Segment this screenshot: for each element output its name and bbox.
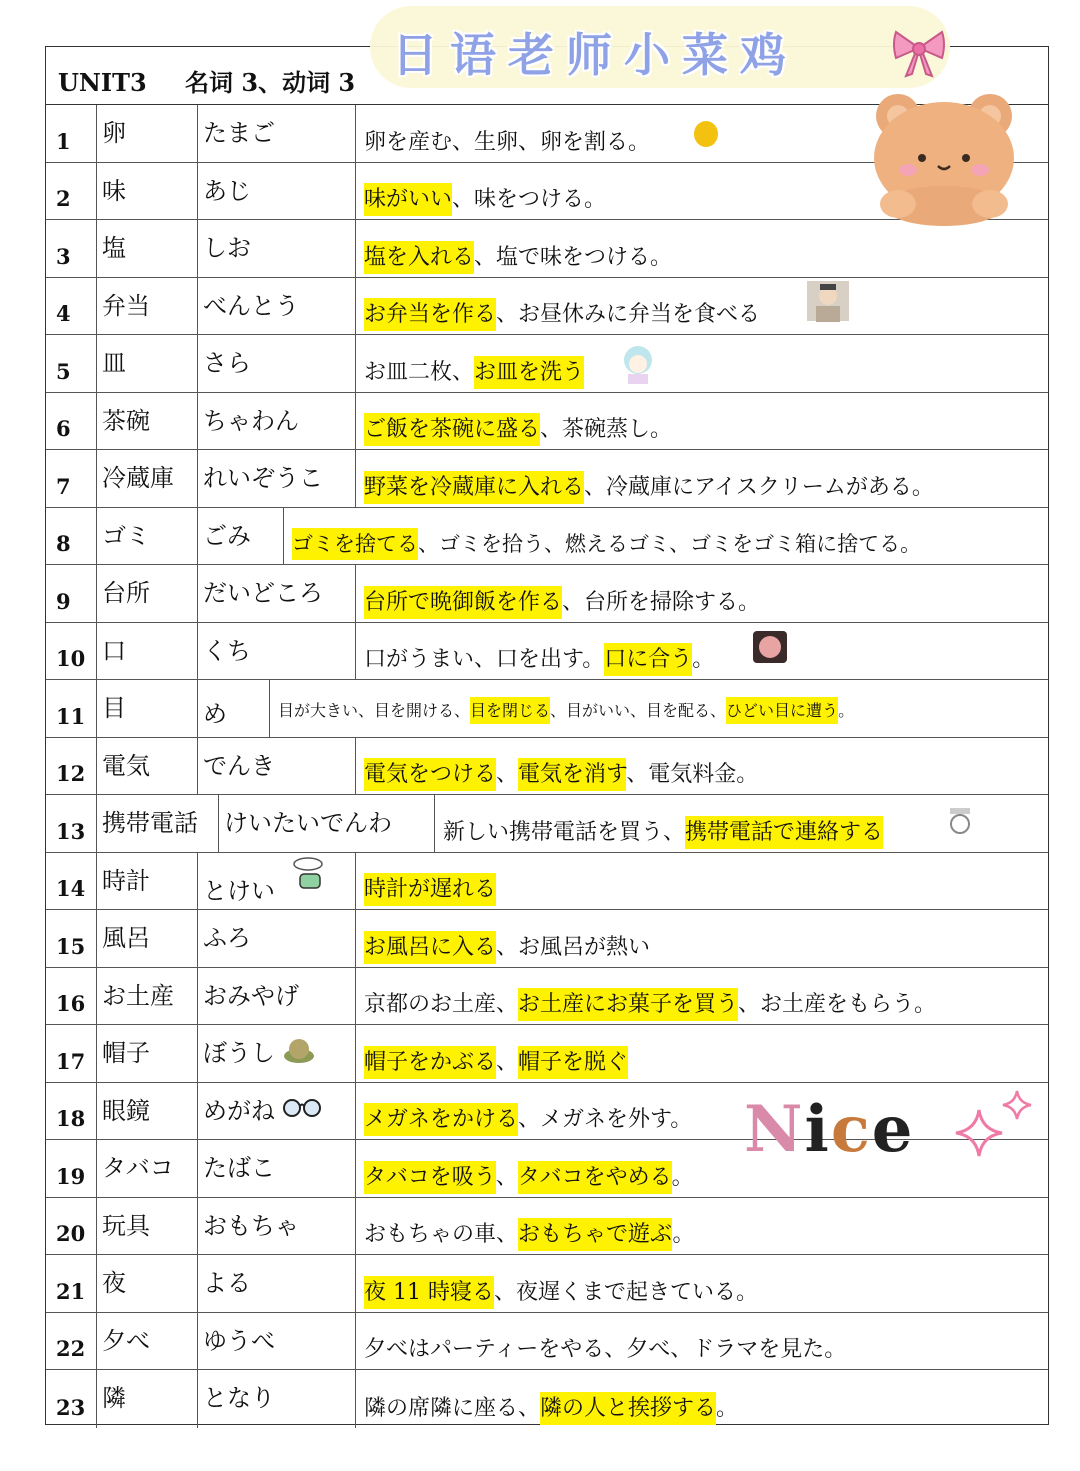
word-reading: けいたいでんわ (224, 809, 392, 837)
row-number: 23 (56, 1394, 86, 1420)
table-row (46, 1370, 1048, 1428)
word-kanji: 塩 (102, 234, 126, 262)
example-sentences (364, 412, 672, 443)
highlighted-phrase: タバコをやめる (518, 1161, 672, 1194)
word-reading: ぼうし (203, 1039, 275, 1067)
table-row (46, 450, 1048, 508)
row-number: 22 (56, 1336, 86, 1361)
table-row (46, 738, 1048, 796)
example-text: 、お風呂が熱い (496, 934, 651, 960)
chibi-sticker (610, 340, 656, 386)
example-text: 、塩で味をつける。 (474, 244, 673, 270)
word-kanji: 帽子 (102, 1039, 150, 1067)
highlighted-phrase: 隣の人と挨拶する (540, 1392, 716, 1425)
nice-sticker (744, 1088, 1044, 1178)
example-sentences (364, 930, 650, 961)
table-row (46, 1198, 1048, 1256)
example-text: おもちゃの車、 (364, 1222, 519, 1247)
word-kanji: 口 (102, 636, 126, 665)
highlighted-phrase: お風呂に入る (364, 931, 496, 964)
example-text: 、茶碗蒸し。 (540, 417, 673, 442)
example-sentences (364, 125, 650, 156)
word-reading: でんき (203, 751, 275, 780)
example-text: 、夜遅くまで起きている。 (493, 1279, 758, 1305)
word-kanji: 茶碗 (102, 406, 150, 435)
highlighted-phrase: 口に合う (604, 643, 692, 676)
row-number: 5 (56, 358, 71, 384)
highlighted-phrase: 野菜を冷蔵庫に入れる (364, 471, 584, 504)
highlighted-phrase: お土産にお菓子を買う (518, 988, 738, 1021)
row-number: 4 (56, 301, 71, 326)
unit-title: 名词 3、动词 3 (185, 68, 356, 97)
word-reading: くち (203, 636, 251, 665)
table-row (46, 1255, 1048, 1313)
word-kanji: 時計 (102, 866, 150, 895)
row-number: 16 (56, 991, 86, 1016)
example-text: 。 (672, 1222, 695, 1247)
word-reading: ふろ (203, 924, 251, 952)
example-text: 、冷蔵庫にアイスクリームがある。 (584, 474, 934, 500)
word-reading: よる (203, 1269, 251, 1297)
sparkle-icon (1002, 1090, 1032, 1120)
example-sentences (364, 355, 584, 386)
word-kanji: 玩具 (102, 1211, 150, 1240)
row-number: 15 (56, 933, 86, 959)
word-kanji: タバコ (102, 1154, 174, 1182)
highlighted-phrase: 目を閉じる (470, 697, 550, 724)
example-text: 。 (692, 647, 715, 672)
word-reading: れいぞうこ (203, 464, 323, 492)
word-kanji: 夕べ (102, 1326, 150, 1355)
word-kanji: 弁当 (102, 291, 150, 320)
word-reading: おもちゃ (203, 1211, 299, 1240)
example-text: 。 (838, 700, 855, 720)
highlighted-phrase: メガネをかける (364, 1103, 518, 1136)
word-reading: ごみ (203, 521, 251, 550)
table-row (46, 968, 1048, 1026)
highlighted-phrase: 帽子を脱ぐ (518, 1046, 628, 1079)
example-text: 隣の席隣に座る、 (364, 1395, 541, 1421)
row-number: 12 (56, 761, 86, 786)
example-text: 、メガネを外す。 (518, 1107, 693, 1132)
example-sentences (364, 240, 672, 271)
word-reading: ゆうべ (203, 1326, 275, 1355)
table-row (46, 1025, 1048, 1083)
example-text: 、 (495, 1164, 518, 1190)
highlighted-phrase: お皿を洗う (474, 356, 584, 389)
word-reading: ちゃわん (203, 406, 299, 435)
example-text: 京都のお土産、 (364, 992, 519, 1017)
row-number: 18 (56, 1106, 86, 1131)
example-text: 夕べはパーティーをやる、夕べ、ドラマを見た。 (364, 1337, 847, 1362)
row-number: 14 (56, 876, 86, 901)
word-kanji: 夜 (102, 1269, 126, 1297)
word-kanji: 味 (102, 176, 126, 205)
example-text: 口がうまい、口を出す。 (364, 647, 605, 672)
example-text: 目が大きい、目を開ける、 (278, 700, 471, 720)
teddy-bear-sticker (858, 86, 1030, 226)
word-reading: たまご (203, 119, 275, 147)
row-number: 13 (56, 818, 86, 844)
table-row (46, 278, 1048, 336)
row-number: 6 (56, 416, 71, 441)
word-reading: さら (203, 349, 251, 377)
table-row (46, 623, 1048, 681)
portrait-sticker (806, 280, 850, 322)
example-sentences (364, 872, 496, 903)
example-text: 、台所を掃除する。 (562, 589, 761, 615)
word-reading: たばこ (203, 1154, 275, 1182)
example-text: 、お昼休みに弁当を食べる (496, 302, 761, 327)
example-sentences (364, 182, 606, 213)
example-text: 、 (496, 762, 519, 787)
example-sentences (364, 585, 760, 616)
example-text: 、目がいい、目を配る、 (550, 700, 727, 720)
example-text: 、味をつける。 (452, 187, 607, 212)
example-text: 、 (496, 1049, 519, 1075)
row-number: 1 (56, 128, 71, 154)
example-text: お皿二枚、 (364, 359, 475, 385)
row-number: 20 (56, 1221, 86, 1246)
example-sentences (278, 698, 854, 721)
word-kanji: ゴミ (102, 521, 150, 550)
row-number: 3 (56, 243, 71, 269)
highlighted-phrase: お弁当を作る (364, 298, 496, 331)
example-sentences (364, 1045, 628, 1076)
glasses-icon (282, 1094, 322, 1118)
example-text: 卵を産む、生卵、卵を割る。 (364, 129, 651, 155)
word-kanji: 台所 (102, 579, 150, 607)
pink-bow-icon (890, 24, 948, 80)
example-sentences (364, 1102, 692, 1133)
example-text: 、電気料金。 (626, 762, 759, 787)
table-row (46, 680, 1048, 738)
word-kanji: 皿 (102, 349, 126, 377)
example-text: 。 (716, 1395, 739, 1421)
table-row (46, 795, 1048, 853)
row-number: 2 (56, 186, 71, 211)
row-number: 19 (56, 1163, 86, 1189)
word-reading: めがね (203, 1096, 275, 1125)
highlighted-phrase: ご飯を茶碗に盛る (364, 413, 540, 446)
egg-icon (692, 120, 720, 148)
word-reading: しお (203, 234, 251, 262)
table-row (46, 910, 1048, 968)
example-text: 、ゴミを拾う、燃えるゴミ、ゴミをゴミ箱に捨てる。 (418, 532, 922, 556)
hat-icon (282, 1034, 316, 1068)
table-row (46, 220, 1048, 278)
table-row (46, 508, 1048, 566)
banner-title: 日语老师小菜鸡 (392, 28, 798, 82)
row-number: 8 (56, 531, 71, 556)
row-number: 21 (56, 1278, 86, 1304)
example-sentences (443, 815, 883, 846)
highlighted-phrase: 時計が遅れる (364, 873, 496, 906)
example-sentences (364, 1160, 694, 1191)
row-number: 17 (56, 1048, 86, 1074)
table-row (46, 393, 1048, 451)
example-text: 、お土産をもらう。 (738, 992, 937, 1017)
example-sentences (364, 757, 758, 788)
word-kanji: 目 (102, 694, 126, 722)
word-kanji: 眼鏡 (102, 1096, 150, 1125)
nice-text: Nice (744, 1092, 915, 1167)
table-row (46, 565, 1048, 623)
word-reading: だいどころ (203, 579, 323, 607)
highlighted-phrase: ひどい目に遭う (726, 697, 838, 724)
example-sentences (364, 642, 714, 673)
example-sentences (364, 1275, 758, 1306)
highlighted-phrase: 塩を入れる (364, 241, 474, 274)
word-reading: となり (203, 1384, 275, 1412)
example-sentences (364, 1217, 694, 1248)
word-reading: とけい (203, 876, 275, 905)
word-kanji: 冷蔵庫 (102, 464, 174, 492)
highlighted-phrase: 携帯電話で連絡する (685, 816, 883, 849)
highlighted-phrase: おもちゃで遊ぶ (518, 1218, 672, 1251)
small-sticker (944, 806, 976, 836)
photo-sticker (752, 630, 788, 664)
example-sentences (364, 987, 936, 1018)
highlighted-phrase: 夜 11 時寝る (364, 1276, 494, 1309)
table-row (46, 335, 1048, 393)
row-number: 10 (56, 646, 86, 671)
highlighted-phrase: 電気をつける (364, 758, 496, 791)
word-kanji: 卵 (102, 119, 126, 147)
watch-sticker (286, 856, 332, 896)
sparkle-icon (954, 1108, 1004, 1158)
row-number: 11 (56, 703, 86, 729)
example-sentences (364, 1391, 738, 1422)
table-row (46, 1313, 1048, 1371)
word-kanji: お土産 (102, 981, 174, 1010)
unit-label: UNIT3 (58, 68, 147, 97)
word-reading: あじ (203, 176, 251, 205)
highlighted-phrase: ゴミを捨てる (292, 528, 418, 560)
word-kanji: 隣 (102, 1384, 126, 1412)
highlighted-phrase: タバコを吸う (364, 1161, 496, 1194)
highlighted-phrase: 台所で晩御飯を作る (364, 586, 562, 619)
word-kanji: 電気 (102, 751, 150, 780)
vocab-table (45, 46, 1049, 1425)
example-text: 新しい携帯電話を買う、 (443, 819, 686, 845)
highlighted-phrase: 味がいい (364, 183, 452, 216)
example-sentences (292, 528, 921, 558)
row-number: 9 (56, 588, 71, 614)
title-banner (370, 6, 970, 94)
example-text: 。 (671, 1164, 694, 1190)
row-number: 7 (56, 473, 71, 499)
word-kanji: 風呂 (102, 924, 150, 952)
highlighted-phrase: 帽子をかぶる (364, 1046, 496, 1079)
example-sentences (364, 470, 934, 501)
highlighted-phrase: 電気を消す (518, 758, 626, 791)
word-kanji: 携帯電話 (102, 809, 198, 837)
example-sentences (364, 1332, 846, 1363)
table-row (46, 853, 1048, 911)
example-sentences (364, 297, 760, 328)
word-reading: おみやげ (203, 981, 299, 1010)
word-reading: め (203, 700, 227, 728)
word-reading: べんとう (203, 291, 299, 320)
